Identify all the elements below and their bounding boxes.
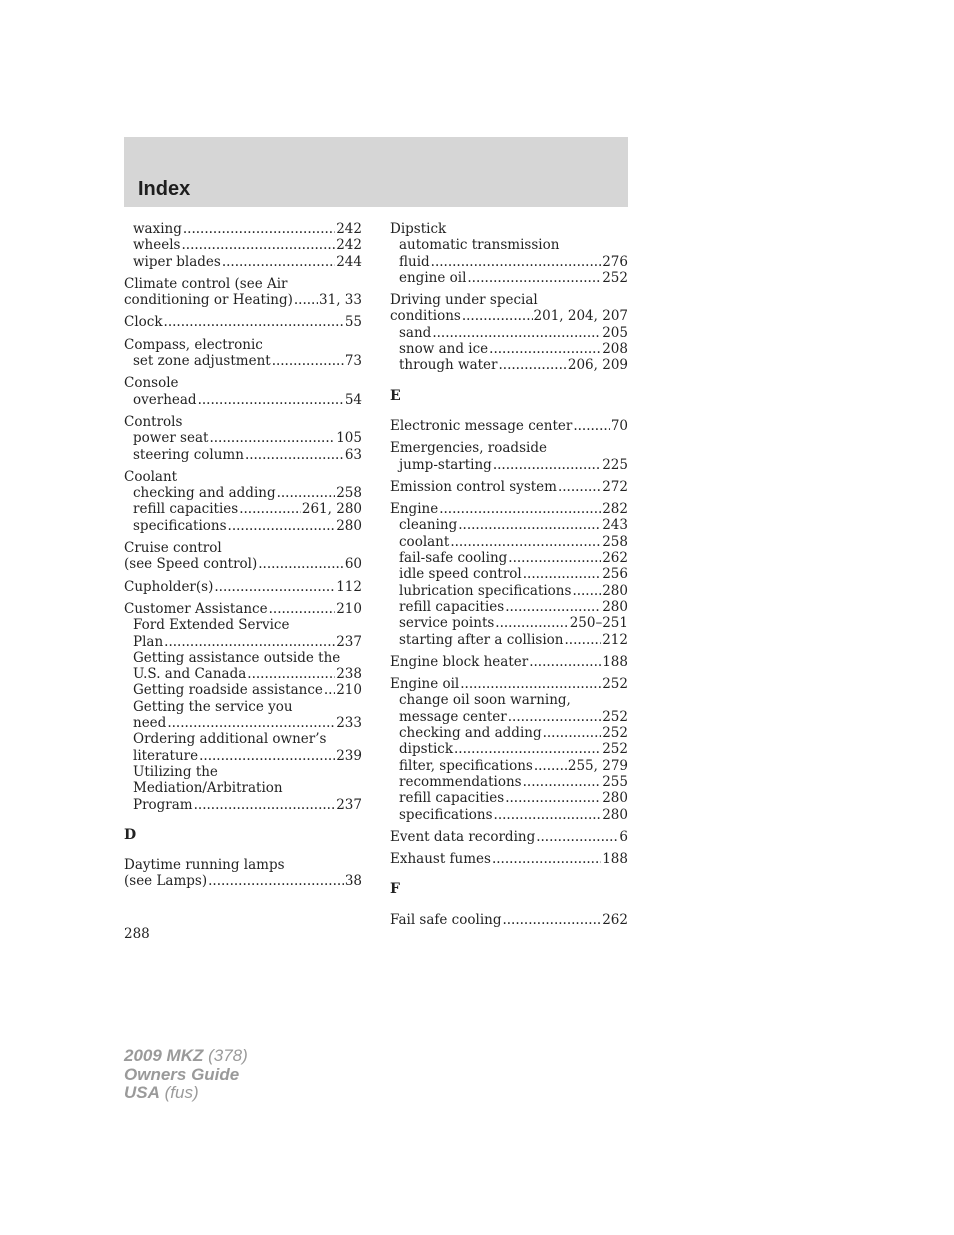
page-reference: 6 <box>619 828 628 845</box>
dot-leader <box>543 725 602 741</box>
dot-leader <box>194 797 336 813</box>
entry-term: lubrication specifications <box>399 582 572 599</box>
index-subentry-line <box>124 518 362 534</box>
page-reference: 282 <box>602 501 628 518</box>
index-entry <box>124 337 362 370</box>
index-entry <box>390 418 628 434</box>
dot-leader <box>277 485 336 501</box>
dot-leader <box>431 254 602 270</box>
index-subentry-line <box>390 725 628 741</box>
page-reference: 112 <box>336 578 362 595</box>
dot-leader <box>439 501 601 517</box>
dot-leader <box>324 682 335 698</box>
index-subentry-line <box>390 807 628 823</box>
entry-term: Emergencies, roadside <box>390 440 547 457</box>
dot-leader <box>573 418 609 434</box>
index-subentry-line <box>390 534 628 550</box>
index-entry-line <box>124 601 362 617</box>
index-subentry-line <box>390 341 628 357</box>
page-reference: 188 <box>602 653 628 670</box>
page-reference: 272 <box>602 478 628 495</box>
entry-term: snow and ice <box>399 341 489 358</box>
page-reference: 60 <box>344 556 362 573</box>
index-entry <box>124 375 362 408</box>
index-subentry-line <box>390 583 628 599</box>
index-entry <box>390 440 628 473</box>
entry-term: message center <box>399 708 507 725</box>
index-entry <box>390 851 628 867</box>
footer-region-code: (fus) <box>159 1083 199 1102</box>
entry-term: Fail safe cooling <box>390 911 502 928</box>
index-subentry-line <box>124 221 362 237</box>
page-reference: 38 <box>344 873 362 890</box>
dot-leader <box>269 601 336 617</box>
page-reference: 252 <box>602 708 628 725</box>
dot-leader <box>508 550 601 566</box>
page-reference: 262 <box>602 550 628 567</box>
page-reference: 212 <box>602 631 628 648</box>
entry-term: refill capacities <box>133 501 239 518</box>
index-entry-line <box>390 501 628 517</box>
page-reference: 258 <box>336 485 362 502</box>
index-entry-line <box>390 912 628 928</box>
index-entry <box>390 829 628 845</box>
page-reference: 205 <box>602 324 628 341</box>
entry-term: change oil soon warning, <box>399 692 571 709</box>
index-subentry-line <box>390 615 628 631</box>
entry-term: Getting assistance outside the <box>133 649 341 666</box>
index-entry <box>390 654 628 670</box>
entry-term: Mediation/Arbitration <box>133 780 283 797</box>
index-entry-line <box>390 851 628 867</box>
dot-leader <box>529 654 601 670</box>
page-reference: 63 <box>344 446 362 463</box>
page-reference: 262 <box>602 911 628 928</box>
index-entry-line <box>124 469 362 485</box>
entry-term: (see Lamps) <box>124 873 208 890</box>
page-reference: 242 <box>336 237 362 254</box>
page-number: 288 <box>124 926 150 942</box>
index-entry <box>124 469 362 534</box>
page-reference: 225 <box>602 456 628 473</box>
index-entry-line <box>124 556 362 572</box>
page-reference: 280 <box>602 598 628 615</box>
page-reference: 244 <box>336 253 362 270</box>
page-reference: 210 <box>336 600 362 617</box>
page-reference: 250–251 <box>569 615 628 632</box>
index-entry <box>390 676 628 823</box>
index-subentry-line <box>390 790 628 806</box>
index-entry-line <box>124 276 362 292</box>
dot-leader <box>534 758 567 774</box>
entry-term: conditions <box>390 308 461 325</box>
index-subentry-line <box>124 764 362 780</box>
index-entry <box>124 601 362 813</box>
footer-model-code: (378) <box>203 1046 248 1065</box>
entry-term: Utilizing the <box>133 763 218 780</box>
page-reference: 188 <box>602 851 628 868</box>
entry-term: dipstick <box>399 741 454 758</box>
entry-term: specifications <box>399 806 493 823</box>
dot-leader <box>493 457 601 473</box>
dot-leader <box>564 632 601 648</box>
page-reference: 258 <box>602 533 628 550</box>
dot-leader <box>508 709 601 725</box>
dot-leader <box>214 579 335 595</box>
index-subentry-line <box>390 599 628 615</box>
index-entry-line <box>390 829 628 845</box>
page-reference: 242 <box>336 221 362 237</box>
index-subentry-line <box>124 254 362 270</box>
index-subentry-line <box>124 447 362 463</box>
dot-leader <box>492 851 601 867</box>
index-subentry-line <box>390 550 628 566</box>
entry-term: Exhaust fumes <box>390 851 491 868</box>
footer-guide-title: Owners Guide <box>124 1064 240 1084</box>
index-subentry-line <box>390 237 628 253</box>
page-reference: 239 <box>336 747 362 764</box>
dot-leader <box>502 912 601 928</box>
page-reference: 261, 280 <box>301 501 362 518</box>
entry-term: Console <box>124 375 179 392</box>
index-entry <box>124 314 362 330</box>
entry-term: Ordering additional owner’s <box>133 731 327 748</box>
entry-term: idle speed control <box>399 566 522 583</box>
page-reference: 208 <box>602 341 628 358</box>
page-reference: 105 <box>336 430 362 447</box>
dot-leader <box>181 237 335 253</box>
page-reference: 206, 209 <box>567 357 628 374</box>
document-footer <box>124 1047 248 1103</box>
index-entry <box>390 292 628 373</box>
entry-term: fail-safe cooling <box>399 550 508 567</box>
entry-term: overhead <box>133 391 197 408</box>
index-entry-line <box>124 337 362 353</box>
entry-term: Electronic message center <box>390 417 573 434</box>
index-subentry-line <box>124 780 362 796</box>
entry-term: filter, specifications <box>399 757 533 774</box>
entry-term: Engine <box>390 501 439 518</box>
entry-term: Getting roadside assistance <box>133 682 323 699</box>
dot-leader <box>505 599 601 615</box>
index-entry-line <box>124 857 362 873</box>
index-entry <box>390 479 628 495</box>
index-entry-line <box>124 579 362 595</box>
entry-term: steering column <box>133 446 244 463</box>
page-reference: 233 <box>336 715 362 732</box>
dot-leader <box>460 676 601 692</box>
index-entry <box>124 579 362 595</box>
entry-term: service points <box>399 615 495 632</box>
dot-leader <box>222 254 335 270</box>
index-subentry-line <box>124 797 362 813</box>
index-entry-line <box>124 314 362 330</box>
index-subentry-line <box>390 254 628 270</box>
index-entry <box>390 912 628 928</box>
index-entry <box>124 540 362 573</box>
dot-leader <box>209 430 335 446</box>
page-reference: 210 <box>336 682 362 699</box>
page-reference: 255, 279 <box>567 757 628 774</box>
dot-leader <box>450 534 601 550</box>
index-subentry-line <box>124 501 362 517</box>
dot-leader <box>495 615 568 631</box>
index-entry-line <box>390 418 628 434</box>
dot-leader <box>258 556 344 572</box>
index-subentry-line <box>124 485 362 501</box>
index-subentry-line <box>390 357 628 373</box>
index-entry <box>124 414 362 463</box>
index-subentry-line <box>124 353 362 369</box>
entry-term: jump-starting <box>399 456 492 473</box>
page-reference: 238 <box>336 666 362 683</box>
dot-leader <box>558 479 601 495</box>
entry-term: specifications <box>133 517 227 534</box>
index-subentry-line <box>124 666 362 682</box>
page-reference: 252 <box>602 725 628 742</box>
index-column-right <box>390 221 628 934</box>
dot-leader <box>183 221 335 237</box>
page-reference: 256 <box>602 566 628 583</box>
index-entry-line <box>124 873 362 889</box>
entry-term: (see Speed control) <box>124 556 258 573</box>
index-entry <box>390 501 628 648</box>
dot-leader <box>432 325 601 341</box>
index-entry <box>124 857 362 890</box>
page-reference: 252 <box>602 741 628 758</box>
dot-leader <box>199 748 335 764</box>
dot-leader <box>454 741 601 757</box>
dot-leader <box>467 270 601 286</box>
index-subentry-line <box>124 650 362 666</box>
dot-leader <box>239 501 301 517</box>
index-entry-line <box>390 479 628 495</box>
entry-term: literature <box>133 747 199 764</box>
dot-leader <box>247 666 335 682</box>
index-entry-line <box>390 221 628 237</box>
entry-term: Coolant <box>124 468 178 485</box>
entry-term: sand <box>399 324 432 341</box>
entry-term: Event data recording <box>390 828 536 845</box>
index-entry-line <box>390 292 628 308</box>
entry-term: Plan <box>133 633 164 650</box>
dot-leader <box>458 517 601 533</box>
section-letter: D <box>124 826 137 843</box>
entry-term: Daytime running lamps <box>124 857 285 874</box>
index-subentry-line <box>390 741 628 757</box>
entry-term: Engine oil <box>390 676 460 693</box>
page-reference: 252 <box>602 676 628 693</box>
entry-term: U.S. and Canada <box>133 666 247 683</box>
entry-term: refill capacities <box>399 598 505 615</box>
dot-leader <box>572 583 601 599</box>
index-entry-line <box>390 654 628 670</box>
dot-leader <box>198 392 344 408</box>
entry-term: need <box>133 715 167 732</box>
index-entry-line <box>390 676 628 692</box>
index-subentry-line <box>124 617 362 633</box>
index-subentry-line <box>390 270 628 286</box>
dot-leader <box>164 634 335 650</box>
entry-term: Driving under special <box>390 292 538 309</box>
page-reference: 70 <box>610 417 628 434</box>
dot-leader <box>494 807 602 823</box>
section-letter: F <box>390 881 400 898</box>
page-reference: 201, 204, 207 <box>533 308 628 325</box>
entry-term: checking and adding <box>399 725 542 742</box>
footer-region: USA <box>124 1083 160 1102</box>
entry-term: Engine block heater <box>390 653 529 670</box>
entry-term: through water <box>399 357 498 374</box>
entry-term: power seat <box>133 430 209 447</box>
page-reference: 280 <box>602 582 628 599</box>
page-reference: 280 <box>602 790 628 807</box>
index-subentry-line <box>124 237 362 253</box>
entry-term: Controls <box>124 413 183 430</box>
page-reference: 31, 33 <box>319 292 362 309</box>
dot-leader <box>505 790 601 806</box>
entry-term: fluid <box>399 253 430 270</box>
entry-term: Program <box>133 796 193 813</box>
entry-term: Cupholder(s) <box>124 578 214 595</box>
dot-leader <box>523 774 602 790</box>
header-band <box>124 137 628 207</box>
page-reference: 280 <box>602 806 628 823</box>
index-subentry-line <box>390 692 628 708</box>
entry-term: waxing <box>133 221 182 237</box>
index-subentry-line <box>124 392 362 408</box>
entry-term: wheels <box>133 237 181 254</box>
entry-term: Getting the service you <box>133 698 293 715</box>
dot-leader <box>294 292 318 308</box>
page-reference: 255 <box>602 773 628 790</box>
page-title: Index <box>138 178 191 200</box>
dot-leader <box>208 873 344 889</box>
index-subentry-line <box>124 748 362 764</box>
index-subentry-line <box>390 774 628 790</box>
page-reference: 280 <box>336 517 362 534</box>
index-entry <box>124 276 362 309</box>
index-entry-line <box>124 540 362 556</box>
index-subentry-line <box>390 325 628 341</box>
page-reference: 73 <box>344 353 362 370</box>
dot-leader <box>228 518 336 534</box>
entry-term: cleaning <box>399 517 458 534</box>
index-subentry-line <box>390 566 628 582</box>
index-entry-line <box>124 414 362 430</box>
dot-leader <box>164 314 344 330</box>
page-reference: 237 <box>336 633 362 650</box>
entry-term: Customer Assistance <box>124 600 268 617</box>
index-subentry-line <box>124 634 362 650</box>
dot-leader <box>272 353 344 369</box>
index-subentry-line <box>390 758 628 774</box>
index-subentry-line <box>124 682 362 698</box>
entry-term: starting after a collision <box>399 631 564 648</box>
index-subentry-line <box>124 715 362 731</box>
page-reference: 54 <box>344 391 362 408</box>
footer-model: 2009 MKZ <box>124 1046 204 1065</box>
entry-term: Compass, electronic <box>124 336 263 353</box>
index-subentry-line <box>124 430 362 446</box>
entry-term: refill capacities <box>399 790 505 807</box>
entry-term: recommendations <box>399 773 522 790</box>
entry-term: set zone adjustment <box>133 353 271 370</box>
entry-term: Dipstick <box>390 221 447 237</box>
index-entry-line <box>124 375 362 391</box>
index-subentry-line <box>390 517 628 533</box>
section-letter: E <box>390 387 401 404</box>
page-reference: 252 <box>602 269 628 286</box>
index-subentry-line <box>124 731 362 747</box>
index-entry <box>390 221 628 286</box>
entry-term: automatic transmission <box>399 237 560 254</box>
index-entry-line <box>390 308 628 324</box>
page-reference: 243 <box>602 517 628 534</box>
index-entry-line <box>124 292 362 308</box>
entry-term: engine oil <box>399 269 467 286</box>
dot-leader <box>489 341 601 357</box>
entry-term: Cruise control <box>124 540 222 557</box>
index-entry <box>124 221 362 270</box>
page-reference: 55 <box>344 314 362 331</box>
dot-leader <box>499 357 567 373</box>
entry-term: Ford Extended Service <box>133 617 290 634</box>
page-reference: 276 <box>602 253 628 270</box>
dot-leader <box>167 715 335 731</box>
dot-leader <box>245 447 344 463</box>
dot-leader <box>523 566 601 582</box>
dot-leader <box>462 308 533 324</box>
entry-term: wiper blades <box>133 253 221 270</box>
entry-term: Climate control (see Air <box>124 275 288 292</box>
entry-term: Emission control system <box>390 478 557 495</box>
index-subentry-line <box>390 457 628 473</box>
entry-term: checking and adding <box>133 485 276 502</box>
dot-leader <box>536 829 618 845</box>
entry-term: coolant <box>399 533 450 550</box>
index-entry-line <box>390 440 628 456</box>
index-subentry-line <box>390 709 628 725</box>
entry-term: Clock <box>124 314 163 331</box>
page-reference: 237 <box>336 796 362 813</box>
entry-term: conditioning or Heating) <box>124 292 293 309</box>
index-column-left <box>124 221 362 896</box>
index-subentry-line <box>124 699 362 715</box>
index-subentry-line <box>390 632 628 648</box>
